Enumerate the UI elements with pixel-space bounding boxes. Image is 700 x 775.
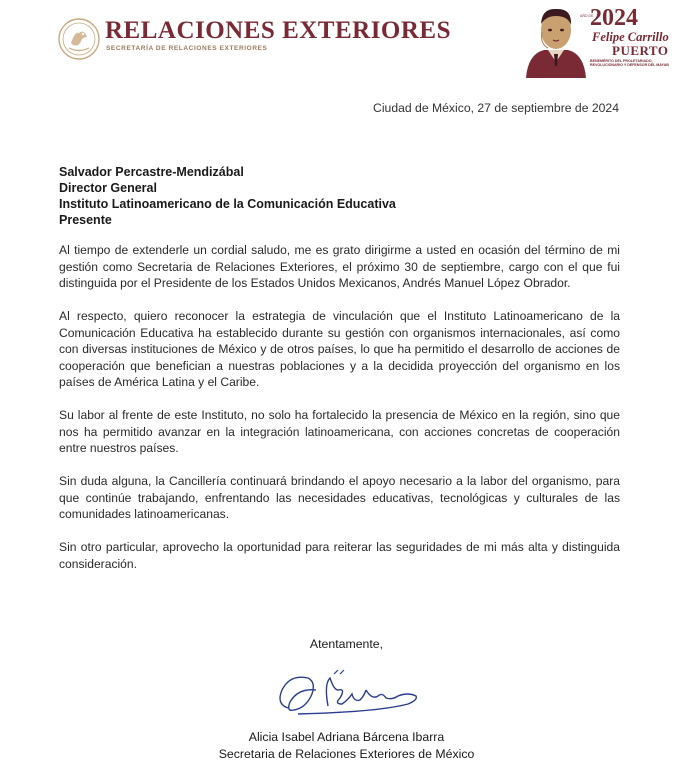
signer-title: Secretaria de Relaciones Exteriores de México <box>218 747 475 761</box>
commemorative-year: 2024 <box>590 5 638 31</box>
paragraph: Sin duda alguna, la Cancillería continuará brindando el apoyo necesario a la labor del organismo, para que continúe trabajando, enfrentando las necesidades educativas, tecnológicas y culturales de las comunidades latinoamericanas. <box>59 474 620 521</box>
recipient-name: Salvador Percastre-Mendizábal <box>59 165 244 179</box>
organization-subtitle: SECRETARÍA DE RELACIONES EXTERIORES <box>106 45 268 52</box>
honoree-motto: BENEMÉRITO DEL PROLETARIADO, REVOLUCIONARIO Y DEFENSOR DEL MAYAB <box>590 59 669 68</box>
recipient-organization: Instituto Latinoamericano de la Comunicación Educativa <box>59 197 396 211</box>
letter-body <box>59 242 620 589</box>
signer-name: Alicia Isabel Adriana Bárcena Ibarra <box>248 730 445 744</box>
recipient-title: Director General <box>59 181 157 195</box>
national-seal-icon <box>57 17 101 61</box>
paragraph: Su labor al frente de este Instituto, no solo ha fortalecido la presencia de México en la región, sino que nos ha permitido avanzar en la integración latinoamericana, con acciones concretas de cooperación entre nuestros países. <box>59 408 620 455</box>
honoree-surname: PUERTO <box>612 43 669 58</box>
year-prefix: AÑO DE <box>580 14 594 18</box>
closing-phrase: Atentamente, <box>309 637 384 651</box>
paragraph: Sin otro particular, aprovecho la oportunidad para reiterar las seguridades de mi más alta y distinguida consideración. <box>59 540 620 571</box>
paragraph: Al respecto, quiero reconocer la estrategia de vinculación que el Instituto Latinoamericano de la Comunicación Educativa ha establecido durante su gestión con organismos internacionales, así como con diversas instituciones de México y de otros países, lo que ha permitido el desarrollo de acciones de cooperación que benefician a nuestras poblaciones y a la decidida proyección del organismo en los países de América Latina y el Caribe. <box>59 309 620 389</box>
recipient-block <box>59 164 396 228</box>
honoree-name: Felipe Carrillo <box>592 30 669 44</box>
organization-name: RELACIONES EXTERIORES <box>105 17 452 44</box>
salutation: Presente <box>59 213 112 227</box>
paragraph: Al tiempo de extenderle un cordial saludo, me es grato dirigirme a usted en ocasión del término de mi gestión como Secretaria de Relaciones Exteriores, el próximo 30 de septiembre, cargo con el que fui distinguida por el Presidente de los Estados Unidos Mexicanos, Andrés Manuel López Obrador. <box>59 243 620 290</box>
place-and-date: Ciudad de México, 27 de septiembre de 2024 <box>373 101 619 115</box>
handwritten-signature <box>268 660 428 722</box>
letterhead <box>0 0 700 90</box>
